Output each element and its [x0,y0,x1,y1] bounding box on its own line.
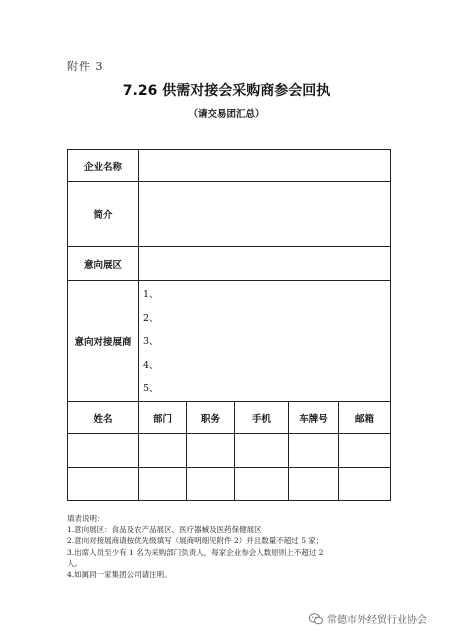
attendee-email-cell[interactable] [339,468,391,501]
col-position-header: 职务 [187,402,235,434]
attendee-department-cell[interactable] [139,434,187,468]
zone-field[interactable] [139,247,391,281]
instruction-line: 人。 [67,558,82,568]
attendee-header-row [68,402,391,434]
page-title: 7.26 供需对接会采购商参会回执 [122,83,331,99]
zone-label: 意向展区 [68,247,139,281]
exhibitor-label: 意向对接展商 [68,281,139,402]
exhibitor-item: 2、 [143,312,159,324]
attendee-name-cell[interactable] [68,468,139,501]
attendee-email-cell[interactable] [339,434,391,468]
attendee-row [68,468,391,501]
instruction-line: 3.出席人员至少有 1 名为采购部门负责人，每家企业参会人数原则上不超过 2 [67,547,324,557]
instructions [67,513,397,580]
wechat-icon [309,613,323,625]
exhibitor-item: 5、 [143,383,159,394]
page-subtitle: （请交易团汇总） [188,109,265,120]
attendee-position-cell[interactable] [187,434,235,468]
attendee-position-cell[interactable] [187,468,235,501]
exhibitor-item: 1、 [143,289,159,300]
company-name-field[interactable] [139,150,391,182]
exhibitor-field[interactable] [139,281,391,402]
attendee-row [68,434,391,468]
watermark [309,611,427,626]
col-plate-header: 车牌号 [289,402,339,434]
zone-row [68,247,391,281]
watermark-text: 常德市外经贸行业协会 [327,615,427,626]
col-name-header: 姓名 [68,402,139,434]
company-row [68,150,391,182]
intro-field[interactable] [139,182,391,247]
exhibitor-row [68,281,391,402]
attachment-label: 附件 3 [67,60,104,73]
instruction-line: 1.意向展区：食品及农产品展区、医疗器械及医药保健展区 [67,525,262,535]
attendee-department-cell[interactable] [139,468,187,501]
exhibitor-item: 4、 [143,359,159,371]
instruction-line: 2.意向对接展商请按优先级填写（展商明细见附件 2）并且数量不超过 5 家； [67,536,324,546]
receipt-form-table [67,149,391,501]
attendee-phone-cell[interactable] [235,468,289,501]
instructions-heading: 填表说明： [67,514,105,523]
attendee-phone-cell[interactable] [235,434,289,468]
col-department-header: 部门 [139,402,187,434]
intro-row [68,182,391,247]
intro-label: 简介 [68,182,139,247]
instruction-line: 4.如属同一家集团公司请注明。 [67,570,172,580]
attendee-name-cell[interactable] [68,434,139,468]
company-name-label: 企业名称 [68,150,139,182]
attendee-plate-cell[interactable] [289,434,339,468]
col-phone-header: 手机 [235,402,289,434]
attendee-plate-cell[interactable] [289,468,339,501]
exhibitor-item: 3、 [143,336,159,347]
col-email-header: 邮箱 [339,402,391,434]
